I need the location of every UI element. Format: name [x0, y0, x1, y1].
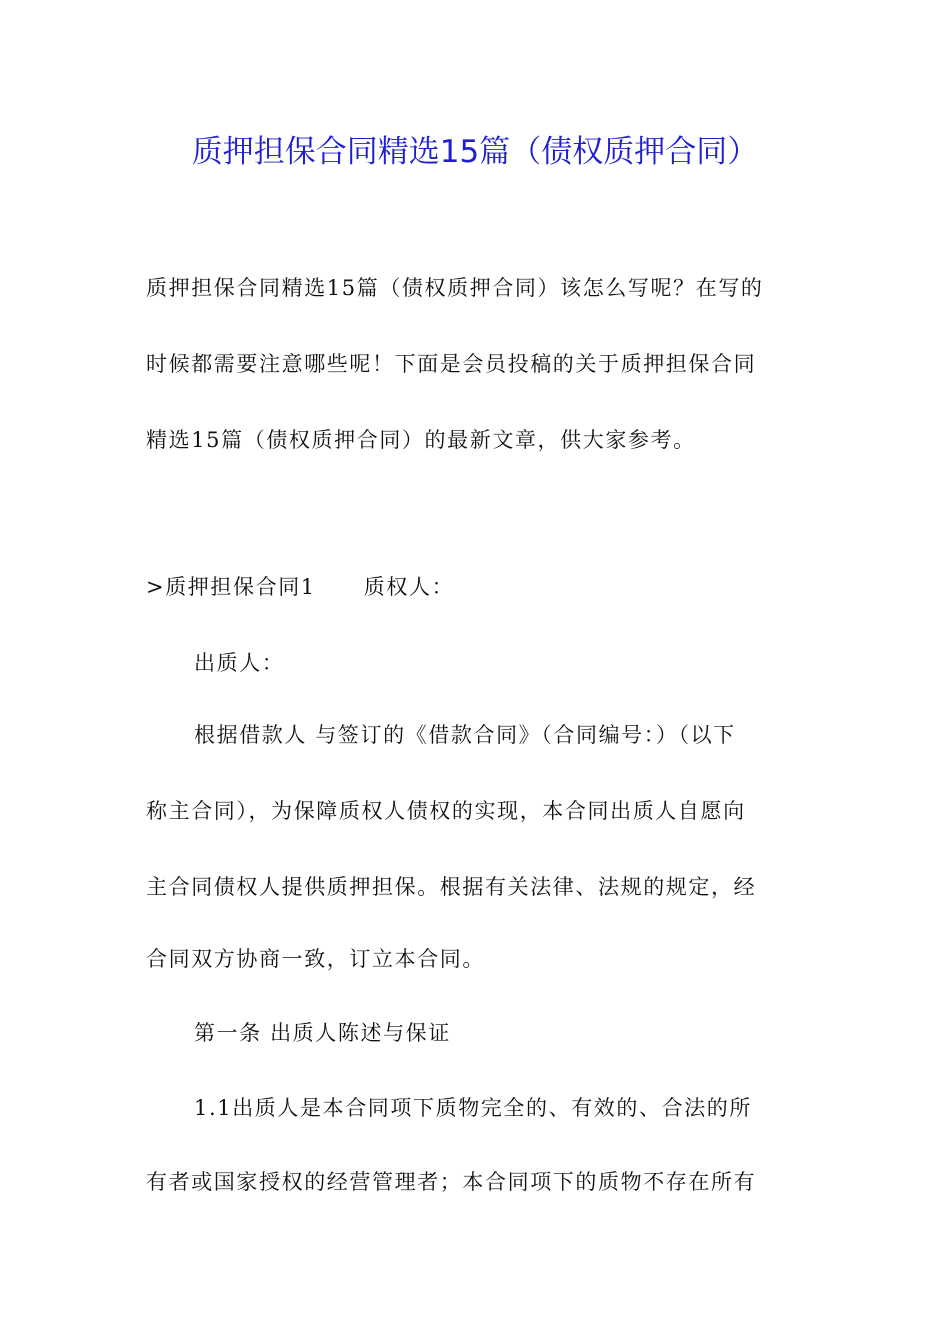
section-heading: >质押担保合同1	[146, 575, 316, 599]
article1-title: 第一条 出质人陈述与保证	[194, 1021, 451, 1045]
para2-line-2: 有者或国家授权的经营管理者；本合同项下的质物不存在所有	[146, 1170, 757, 1194]
pledgee-label: 质权人：	[363, 575, 455, 599]
para1-line-3: 主合同债权人提供质押担保。根据有关法律、法规的规定，经	[146, 875, 757, 899]
intro-line-1: 质押担保合同精选15篇（债权质押合同）该怎么写呢？在写的	[146, 276, 764, 300]
section-heading-line	[146, 571, 454, 601]
para2-line-1: 1.1出质人是本合同项下质物完全的、有效的、合法的所	[194, 1096, 752, 1120]
intro-line-2: 时候都需要注意哪些呢！下面是会员投稿的关于质押担保合同	[146, 352, 757, 376]
intro-line-3: 精选15篇（债权质押合同）的最新文章，供大家参考。	[146, 428, 696, 452]
para1-line-1: 根据借款人 与签订的《借款合同》（合同编号：）（以下	[194, 723, 736, 747]
document-title: 质押担保合同精选15篇（债权质押合同）	[191, 134, 759, 170]
para1-line-4: 合同双方协商一致，订立本合同。	[146, 947, 485, 971]
pledgor-label: 出质人：	[194, 651, 285, 675]
para1-line-2: 称主合同），为保障质权人债权的实现，本合同出质人自愿向	[146, 799, 746, 823]
